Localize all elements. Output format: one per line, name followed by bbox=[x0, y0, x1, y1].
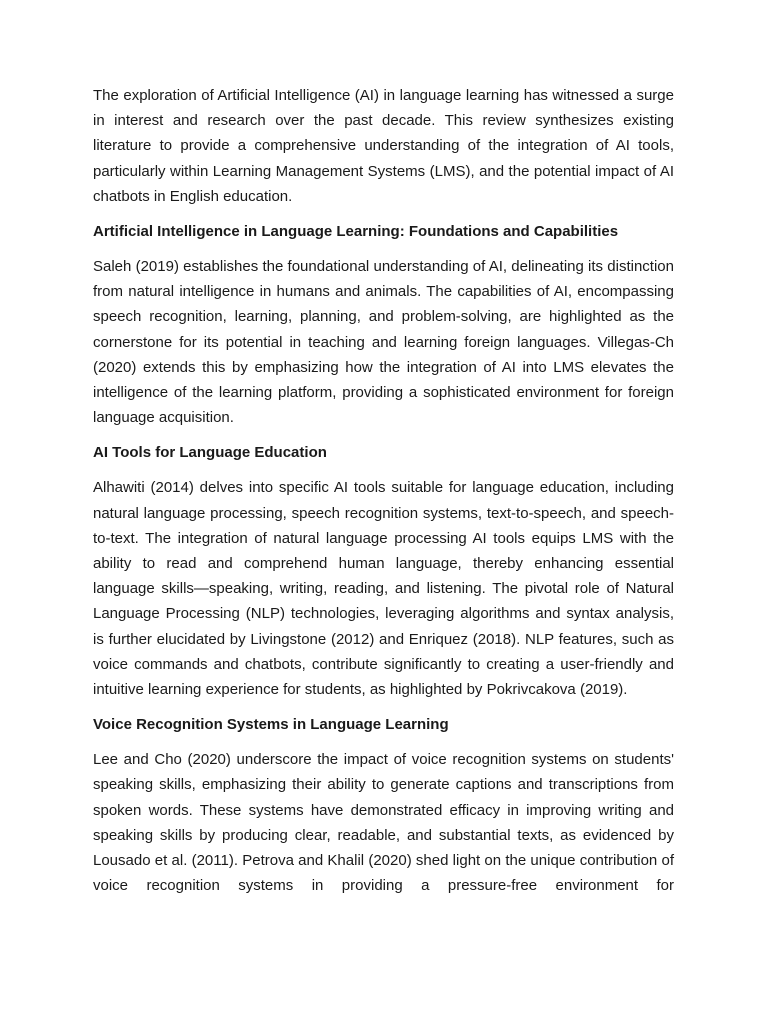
section-heading-voice-recognition: Voice Recognition Systems in Language Learning bbox=[93, 716, 449, 734]
section-heading-foundations: Artificial Intelligence in Language Learning: Foundations and Capabilities bbox=[93, 223, 619, 241]
section-heading-ai-tools: AI Tools for Language Education bbox=[93, 444, 327, 462]
section-body-ai-tools: Alhawiti (2014) delves into specific AI tools suitable for language education, including natural language processing, speech recognition systems, text-to-speech, and speech-to-text. The integration of natural language processing AI tools equips LMS with the ability to read and comprehend human language, thereby enhancing essential language skills—speaking, writing, reading, and listening. The pivotal role of Natural Language Processing (NLP) technologies, leveraging algorithms and syntax analysis, is further elucidated by Livingstone (2012) and Enriquez (2018). NLP features, such as voice commands and chatbots, contribute significantly to creating a user-friendly and intuitive learning experience for students, as highlighted by Pokrivcakova (2019). bbox=[93, 479, 674, 699]
intro-paragraph: The exploration of Artificial Intelligence (AI) in language learning has witnessed a surge in interest and research over the past decade. This review synthesizes existing literature to provide a comprehensive understanding of the integration of AI tools, particularly within Learning Management Systems (LMS), and the potential impact of AI chatbots in English education. bbox=[93, 87, 674, 205]
document-page bbox=[93, 83, 674, 908]
section-body-foundations: Saleh (2019) establishes the foundational understanding of AI, delineating its distinction from natural intelligence in humans and animals. The capabilities of AI, encompassing speech recognition, learning, planning, and problem-solving, are highlighted as the cornerstone for its potential in teaching and learning foreign languages. Villegas-Ch (2020) extends this by emphasizing how the integration of AI into LMS elevates the intelligence of the learning platform, providing a sophisticated environment for foreign language acquisition. bbox=[93, 258, 674, 427]
section-body-voice-recognition: Lee and Cho (2020) underscore the impact of voice recognition systems on students' speaking skills, emphasizing their ability to generate captions and transcriptions from spoken words. These systems have demonstrated efficacy in improving writing and speaking skills by producing clear, readable, and substantial texts, as evidenced by Lousado et al. (2011). Petrova and Khalil (2020) shed light on the unique contribution of voice recognition systems in providing a pressure-free environment for bbox=[93, 751, 674, 895]
